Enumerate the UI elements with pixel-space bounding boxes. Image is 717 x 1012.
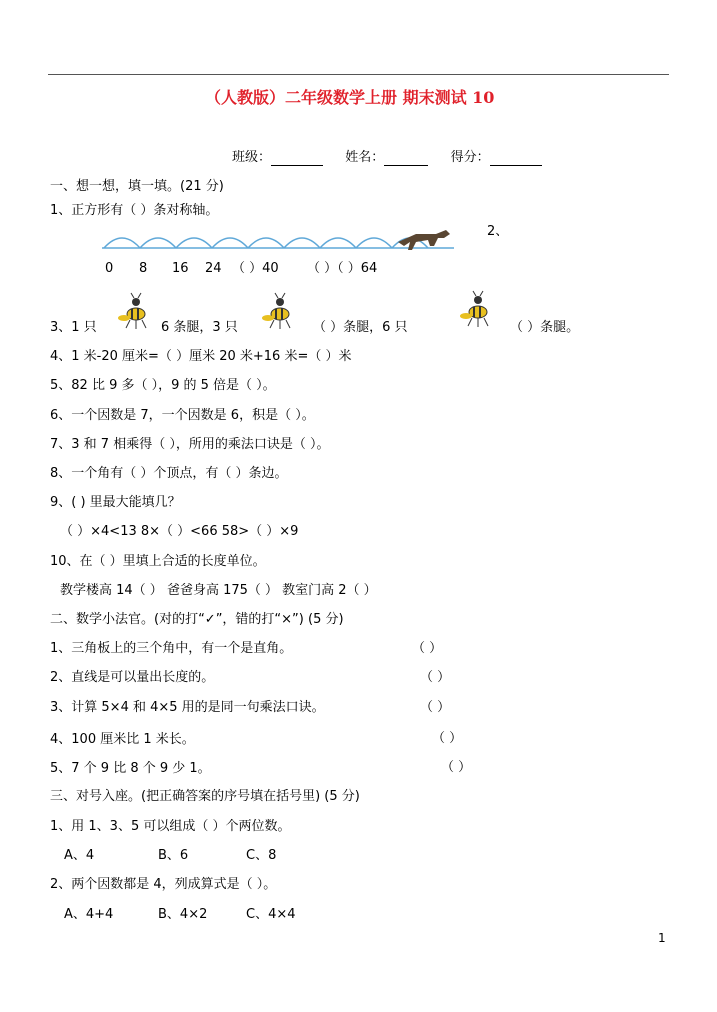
number-line-arcs <box>104 238 428 248</box>
question-1-9-items: （ ）×4<13 8×（ ）<66 58>（ ）×9 <box>60 524 299 539</box>
score-label: 得分： <box>450 150 490 165</box>
judge-item-1-paren[interactable]: （ ） <box>412 641 443 656</box>
judge-item-4-paren[interactable]: （ ） <box>432 731 463 746</box>
question-1-4: 4、1 米-20 厘米=（ ）厘米 20 米+16 米=（ ）米 <box>50 349 352 364</box>
judge-item-5: 5、7 个 9 比 8 个 9 少 1。 <box>50 761 211 776</box>
judge-item-3: 3、计算 5×4 和 4×5 用的是同一句乘法口诀。 <box>50 700 325 715</box>
dog-icon <box>398 230 450 250</box>
numline-label-8: 8 <box>139 261 148 276</box>
judge-item-5-paren[interactable]: （ ） <box>441 760 472 775</box>
judge-item-1: 1、三角板上的三个角中，有一个是直角。 <box>50 641 293 656</box>
numline-label-blank-40: （ ）40 <box>232 261 279 276</box>
judge-item-2-paren[interactable]: （ ） <box>420 670 451 685</box>
student-info <box>232 150 542 166</box>
choice-1-option-c: C、8 <box>246 848 277 863</box>
numline-label-blanks-64: （ ）（ ）64 <box>307 261 378 276</box>
choice-2-option-c: C、4×4 <box>246 907 296 922</box>
choice-2-option-a: A、4+4 <box>64 907 114 922</box>
score-blank[interactable] <box>490 165 542 166</box>
choice-2-option-b: B、4×2 <box>158 907 208 922</box>
choice-question-2: 2、两个因数都是 4，列成算式是（ ）。 <box>50 877 277 892</box>
judge-item-4: 4、100 厘米比 1 米长。 <box>50 732 195 747</box>
choice-1-option-b: B、6 <box>158 848 189 863</box>
question-1-1: 1、正方形有（ ）条对称轴。 <box>50 203 219 218</box>
section2-heading: 二、数学小法官。(对的打“✓”，错的打“×”) (5 分) <box>50 612 344 627</box>
class-label: 班级： <box>232 150 272 165</box>
name-label: 姓名： <box>345 150 385 165</box>
question-1-2-number: 2、 <box>487 224 509 239</box>
numline-label-0: 0 <box>105 261 114 276</box>
page-number: 1 <box>658 931 666 945</box>
question-1-6: 6、一个因数是 7，一个因数是 6，积是（ ）。 <box>50 408 315 423</box>
question-1-3-part-a: 3、1 只 <box>50 320 97 335</box>
bee-icon <box>456 290 496 330</box>
question-1-8: 8、一个角有（ ）个顶点，有（ ）条边。 <box>50 466 288 481</box>
question-1-5: 5、82 比 9 多（ ），9 的 5 倍是（ ）。 <box>50 378 276 393</box>
bee-icon <box>258 292 298 332</box>
question-1-10: 10、在（ ）里填上合适的长度单位。 <box>50 554 266 569</box>
section1-heading: 一、想一想，填一填。(21 分) <box>50 179 224 194</box>
question-1-3-part-b: 6 条腿，3 只 <box>161 320 238 335</box>
page-title: （人教版）二年级数学上册 期末测试 10 <box>205 88 495 107</box>
numline-label-16: 16 <box>172 261 189 276</box>
class-blank[interactable] <box>271 165 323 166</box>
section3-heading: 三、对号入座。(把正确答案的序号填在括号里) (5 分) <box>50 789 360 804</box>
name-blank[interactable] <box>384 165 428 166</box>
bee-icon <box>114 292 154 332</box>
question-1-3-part-d: （ ）条腿。 <box>510 320 580 335</box>
question-1-3-part-c: （ ）条腿，6 只 <box>313 320 408 335</box>
header-rule <box>48 74 669 75</box>
judge-item-2: 2、直线是可以量出长度的。 <box>50 670 215 685</box>
choice-question-1: 1、用 1、3、5 可以组成（ ）个两位数。 <box>50 819 291 834</box>
number-line <box>98 224 460 256</box>
question-1-10-items: 教学楼高 14（ ） 爸爸身高 175（ ） 教室门高 2（ ） <box>60 583 377 598</box>
question-1-9: 9、( ) 里最大能填几？ <box>50 495 181 510</box>
question-1-7: 7、3 和 7 相乘得（ ），所用的乘法口诀是（ ）。 <box>50 437 330 452</box>
judge-item-3-paren[interactable]: （ ） <box>420 700 451 715</box>
choice-1-option-a: A、4 <box>64 848 95 863</box>
numline-label-24: 24 <box>205 261 222 276</box>
